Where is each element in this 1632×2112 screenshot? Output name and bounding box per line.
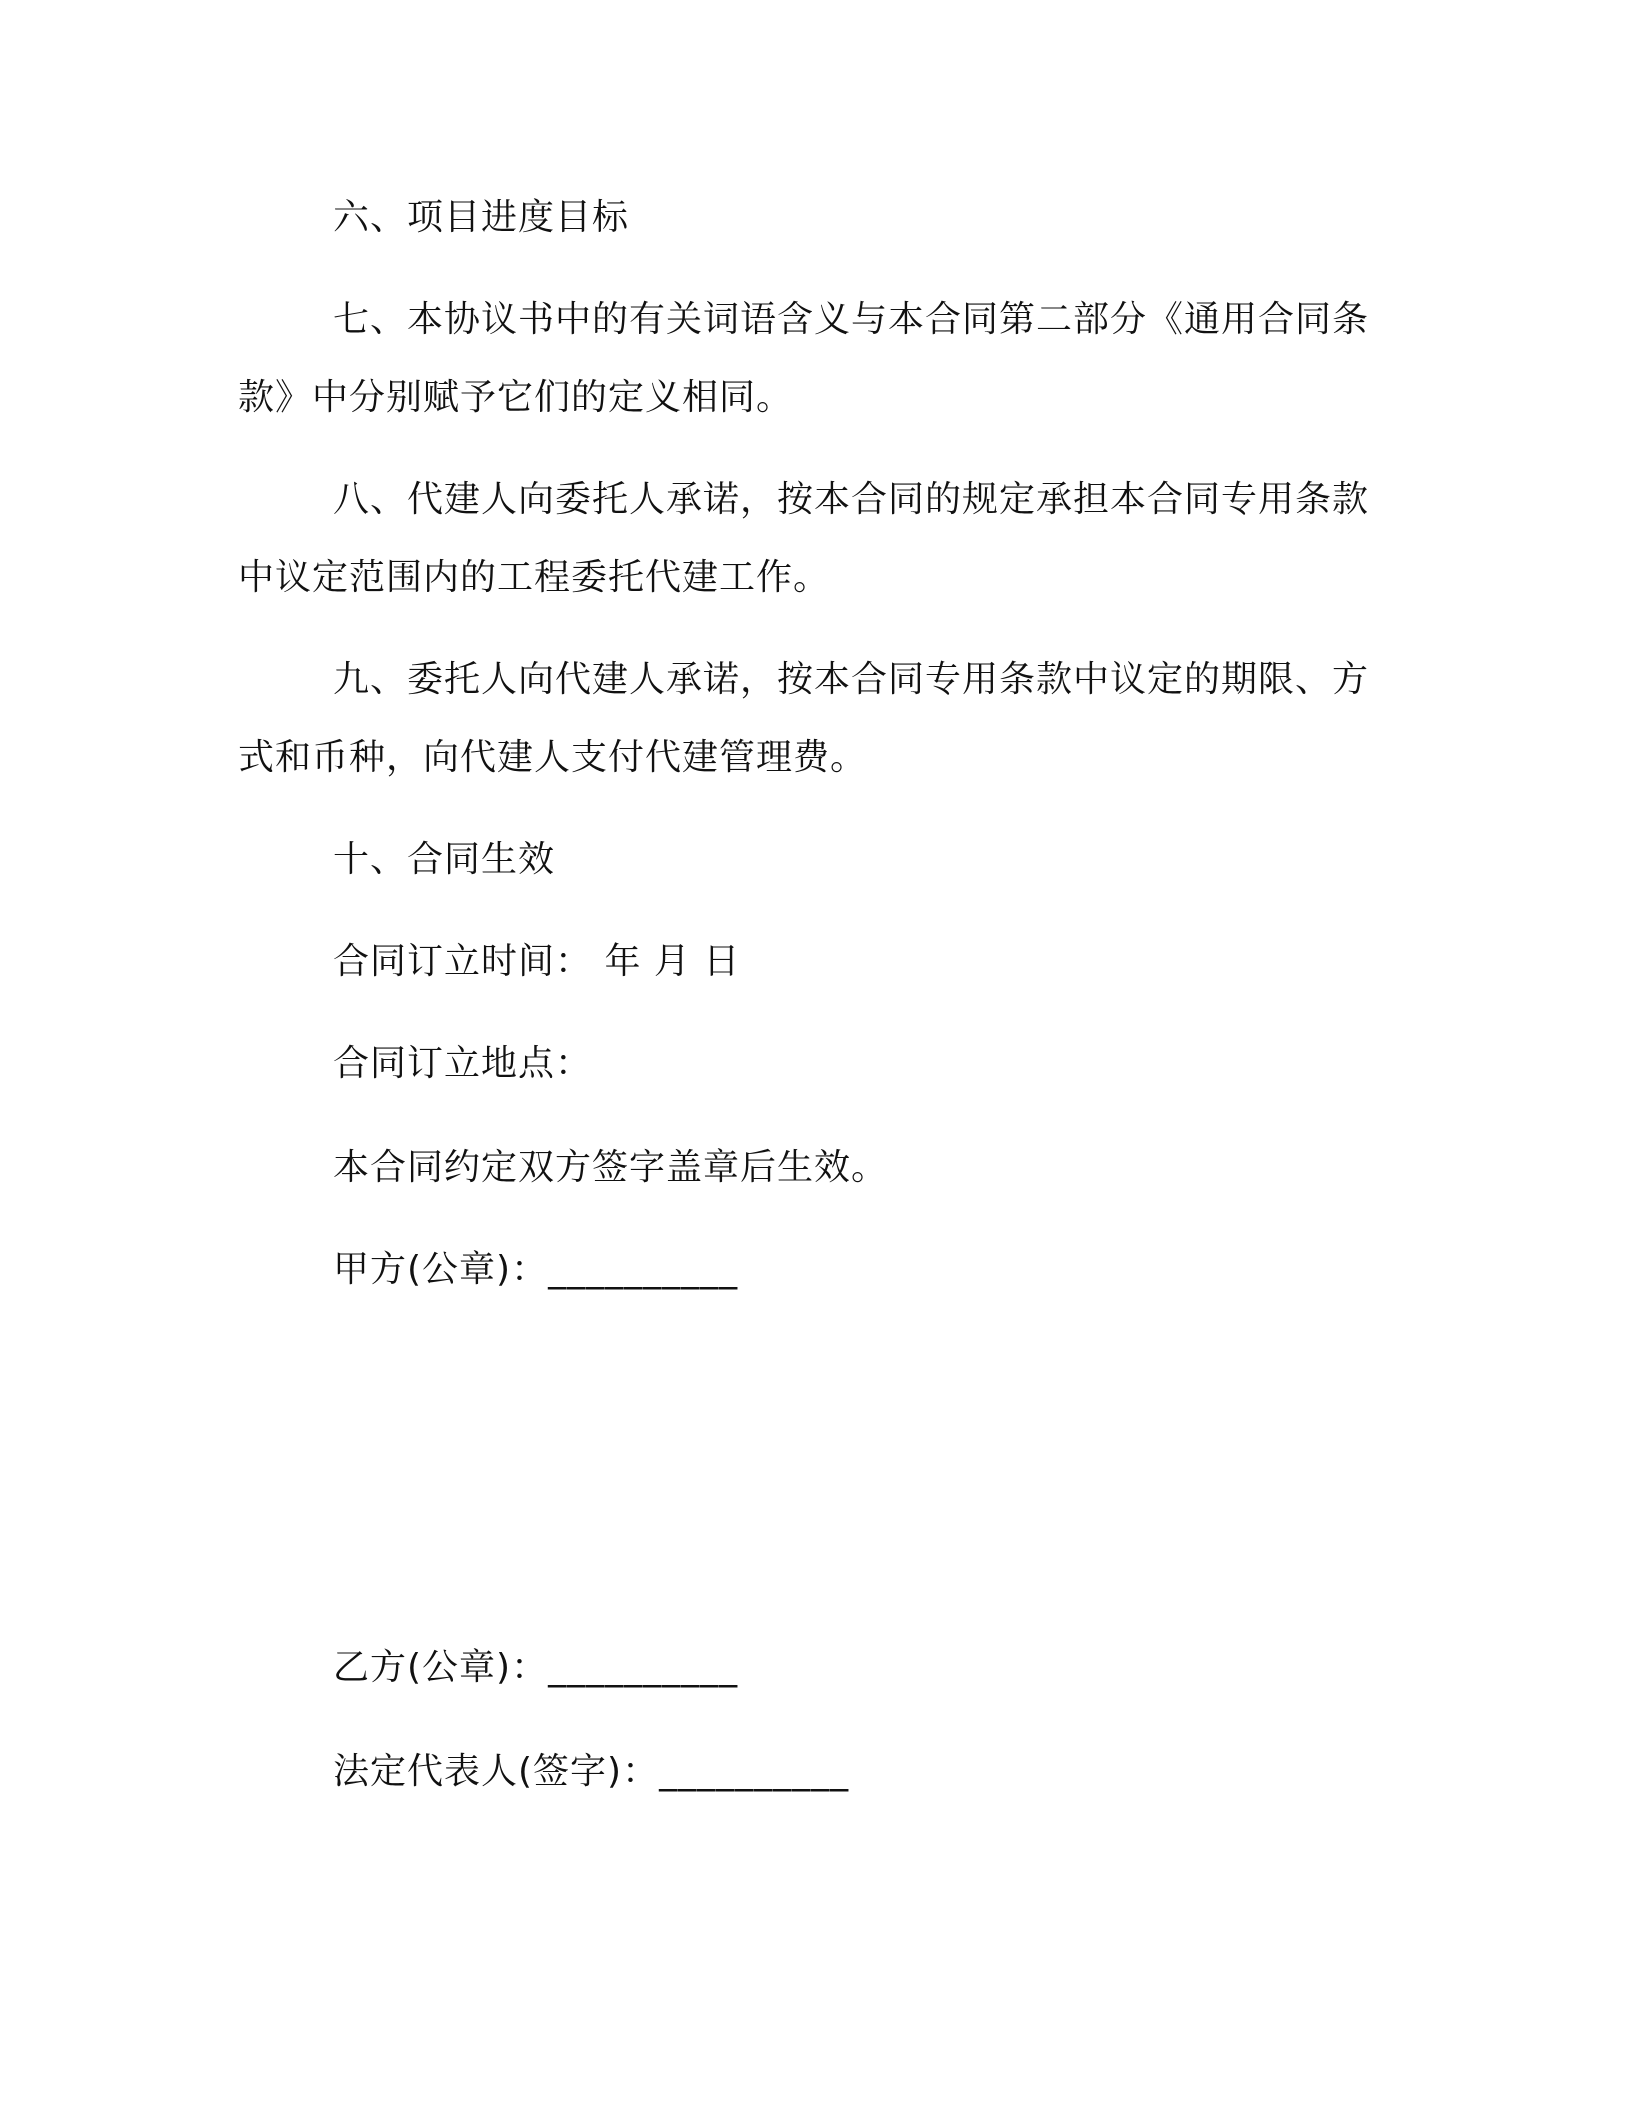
item7-line1: 七、本协议书中的有关词语含义与本合同第二部分《通用合同条 [333, 299, 1370, 340]
effective-clause: 本合同约定双方签字盖章后生效。 [333, 1147, 889, 1188]
item9-line1: 九、委托人向代建人承诺，按本合同专用条款中议定的期限、方 [333, 659, 1370, 700]
item10-title: 十、合同生效 [333, 839, 556, 880]
signing-time: 合同订立时间： 年 月 日 [333, 941, 741, 982]
item9-line2: 式和币种，向代建人支付代建管理费。 [238, 737, 868, 778]
party-a-seal-line: 甲方(公章)：__________ [333, 1249, 739, 1290]
item7-line2: 款》中分别赋予它们的定义相同。 [238, 377, 794, 418]
legal-rep-signature-line: 法定代表人(签字)：__________ [333, 1751, 850, 1792]
party-b-seal-line: 乙方(公章)：__________ [333, 1647, 739, 1688]
item8-line1: 八、代建人向委托人承诺，按本合同的规定承担本合同专用条款 [333, 479, 1370, 520]
signing-place: 合同订立地点： [333, 1043, 593, 1084]
item8-line2: 中议定范围内的工程委托代建工作。 [238, 557, 831, 598]
item6-title: 六、项目进度目标 [333, 197, 630, 238]
